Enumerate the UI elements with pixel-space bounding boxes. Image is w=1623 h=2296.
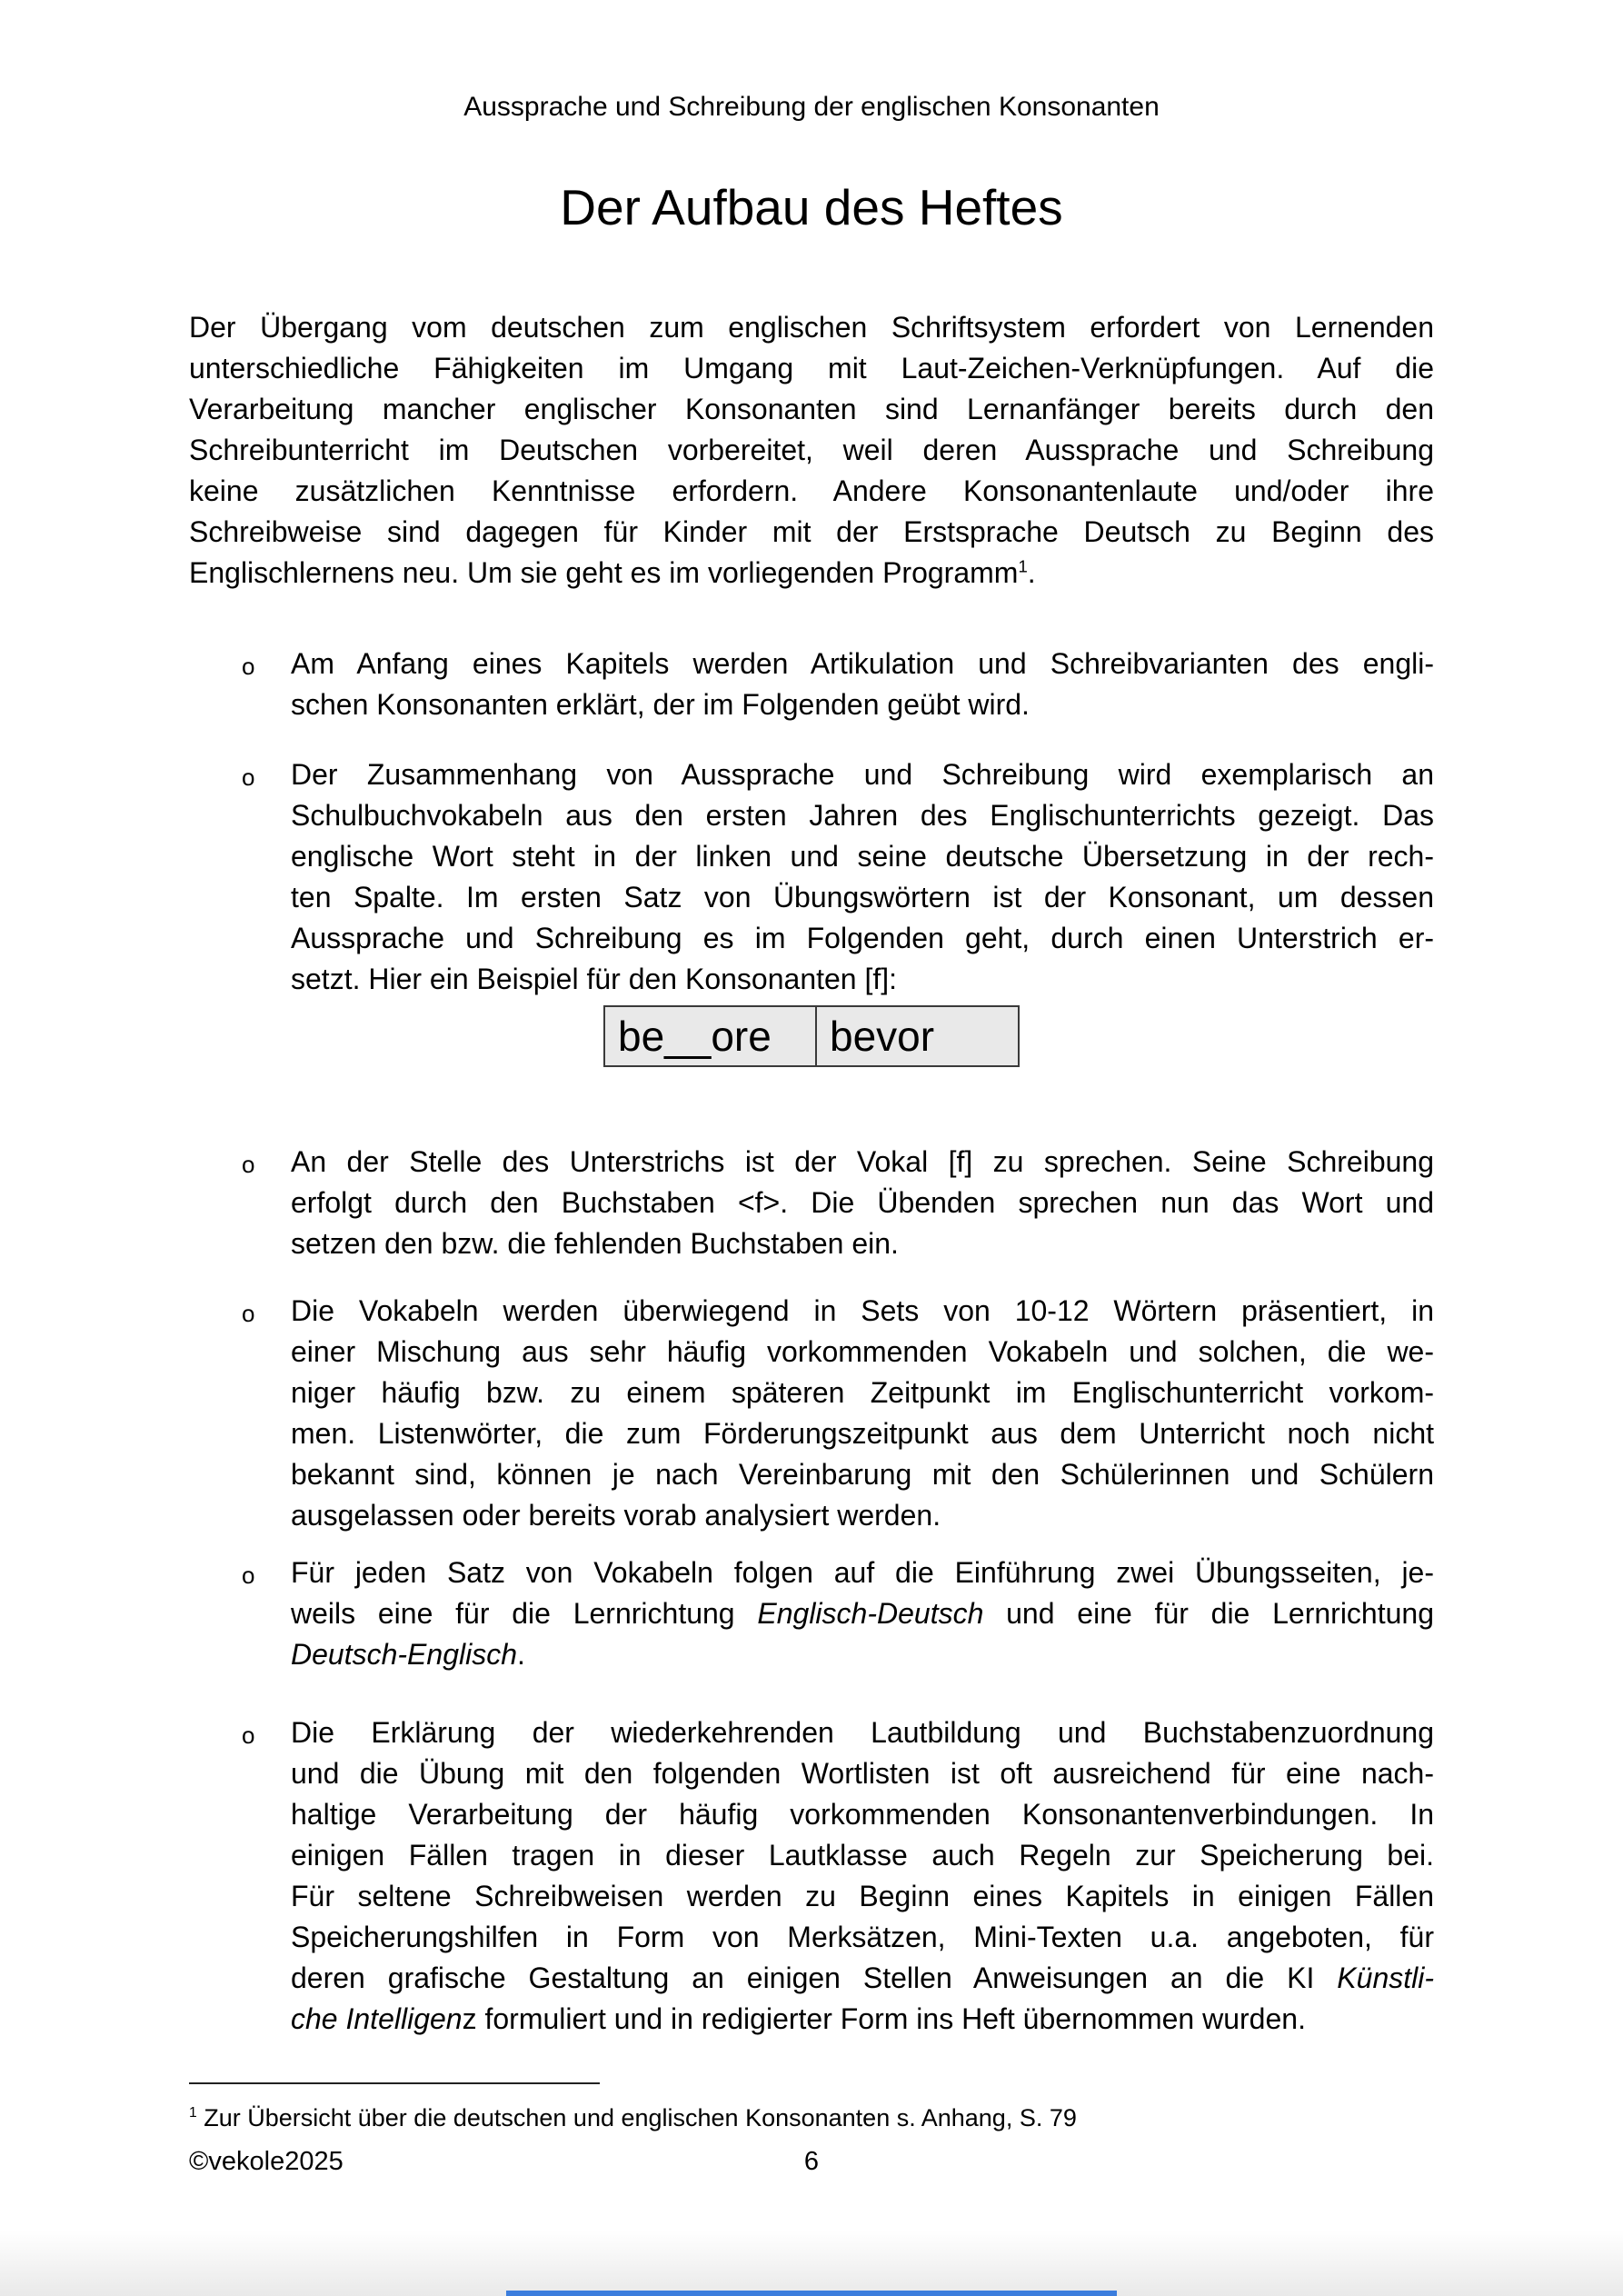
bottom-accent-bar	[506, 2291, 1117, 2296]
list-item	[189, 644, 1434, 725]
bullet-marker-icon: o	[242, 1562, 255, 1589]
italic-text: Künstli-	[1337, 1962, 1434, 1994]
bullet-marker-icon: o	[242, 764, 255, 791]
footnote-separator	[189, 2082, 600, 2084]
intro-paragraph	[189, 307, 1434, 594]
text-line: Verarbeitung mancher englischer Konsonanten sind Lernanfänger bereits durch den	[189, 393, 1434, 425]
text-line: che Intelligenz formuliert und in redigierter Form ins Heft übernommen wurden.	[291, 2002, 1306, 2035]
text-line: erfolgt durch den Buchstaben <f>. Die Übenden sprechen nun das Wort und	[291, 1186, 1434, 1219]
bullet-marker-icon: o	[242, 1722, 255, 1749]
italic-text: che Intelligen	[291, 2002, 463, 2035]
footnote-reference: 1	[1018, 556, 1028, 576]
text-line: weils eine für die Lernrichtung Englisch-Deutsch und eine für die Lernrichtung	[291, 1597, 1435, 1630]
text-line: bekannt sind, können je nach Vereinbarung mit den Schülerinnen und Schülern	[291, 1458, 1434, 1491]
list-item	[189, 1291, 1434, 1536]
example-box	[603, 1005, 1020, 1067]
list-item	[189, 1712, 1434, 2040]
example-cell-english: be__ore	[605, 1007, 817, 1065]
text-line: schen Konsonanten erklärt, der im Folgenden geübt wird.	[291, 688, 1030, 721]
italic-text: Deutsch-Englisch	[291, 1638, 517, 1671]
footnote-reference: 1	[189, 2105, 197, 2121]
text-line: An der Stelle des Unterstrichs ist der Vokal [f] zu sprechen. Seine Schreibung	[291, 1145, 1434, 1178]
text-line: Der Zusammenhang von Aussprache und Schreibung wird exemplarisch an	[291, 758, 1434, 791]
text-line: Die Erklärung der wiederkehrenden Lautbildung und Buchstabenzuordnung	[291, 1716, 1434, 1749]
text-line: einer Mischung aus sehr häufig vorkommenden Vokabeln und solchen, die we-	[291, 1335, 1434, 1368]
text-line: unterschiedliche Fähigkeiten im Umgang mit Laut-Zeichen-Verknüpfungen. Auf die	[189, 352, 1434, 384]
example-cell-german: bevor	[830, 1013, 935, 1060]
text-line: keine zusätzlichen Kenntnisse erfordern. Andere Konsonantenlaute und/oder ihre	[189, 474, 1434, 507]
text-line: haltige Verarbeitung der häufig vorkommenden Konsonantenverbindungen. In	[291, 1798, 1434, 1831]
text-line: Speicherungshilfen in Form von Merksätzen, Mini-Texten u.a. angeboten, für	[291, 1921, 1434, 1953]
text-line: Schulbuchvokabeln aus den ersten Jahren des Englischunterrichts gezeigt. Das	[291, 799, 1434, 832]
text-line: einigen Fällen tragen in dieser Lautklasse auch Regeln zur Speicherung bei.	[291, 1839, 1434, 1872]
text-line: deren grafische Gestaltung an einigen Stellen Anweisungen an die KI Künstli-	[291, 1962, 1434, 1994]
page-number: 6	[803, 2147, 820, 2176]
text-line: Englischlernens neu. Um sie geht es im vorliegenden Programm$^1$.	[189, 556, 1036, 589]
text-line: ten Spalte. Im ersten Satz von Übungswörtern ist der Konsonant, um dessen	[291, 881, 1434, 913]
text-line: Für jeden Satz von Vokabeln folgen auf die Einführung zwei Übungsseiten, je-	[291, 1556, 1434, 1589]
text-line: men. Listenwörter, die zum Förderungszeitpunkt aus dem Unterricht noch nicht	[291, 1417, 1434, 1450]
text-line: Der Übergang vom deutschen zum englischen Schriftsystem erfordert von Lernenden	[189, 311, 1434, 344]
italic-text: Englisch-Deutsch	[757, 1597, 984, 1630]
example-table	[189, 1005, 1434, 1067]
text-line: setzen den bzw. die fehlenden Buchstaben ein.	[291, 1227, 899, 1260]
list-item	[189, 1552, 1434, 1675]
text-line: niger häufig bzw. zu einem späteren Zeitpunkt im Englischunterricht vorkom-	[291, 1376, 1434, 1409]
text-line: setzt. Hier ein Beispiel für den Konsonanten [f]:	[291, 963, 898, 995]
text-line: englische Wort steht in der linken und seine deutsche Übersetzung in der rech-	[291, 840, 1434, 873]
list-item	[189, 754, 1434, 1000]
text-line: Am Anfang eines Kapitels werden Artikulation und Schreibvarianten des engli-	[291, 647, 1434, 680]
text-line: ausgelassen oder bereits vorab analysiert werden.	[291, 1499, 941, 1532]
list-item	[189, 1142, 1434, 1264]
running-header: Aussprache und Schreibung der englischen Konsonanten	[463, 92, 1160, 122]
bullet-marker-icon: o	[242, 1151, 255, 1178]
bullet-marker-icon: o	[242, 1300, 255, 1327]
bullet-marker-icon: o	[242, 653, 255, 680]
text-line: Schreibunterricht im Deutschen vorbereitet, weil deren Aussprache und Schreibung	[189, 434, 1434, 466]
text-line: Für seltene Schreibweisen werden zu Beginn eines Kapitels in einigen Fällen	[291, 1880, 1434, 1912]
text-line: Die Vokabeln werden überwiegend in Sets von 10-12 Wörtern präsentiert, in	[291, 1294, 1434, 1327]
footnote: $^1$ Zur Übersicht über die deutschen und englischen Konsonanten s. Anhang, S. 79	[189, 2104, 1077, 2131]
copyright-notice: ©vekole2025	[189, 2147, 344, 2176]
page-body	[189, 0, 1434, 2296]
text-line: Schreibweise sind dagegen für Kinder mit der Erstsprache Deutsch zu Beginn des	[189, 515, 1434, 548]
text-line: Deutsch-Englisch.	[291, 1638, 525, 1671]
text-line: Aussprache und Schreibung es im Folgenden geht, durch einen Unterstrich er-	[291, 922, 1434, 954]
text-line: und die Übung mit den folgenden Wortlisten ist oft ausreichend für eine nach-	[291, 1757, 1434, 1790]
page-footer	[0, 2147, 1623, 2183]
page-title: Der Aufbau des Heftes	[560, 179, 1063, 235]
